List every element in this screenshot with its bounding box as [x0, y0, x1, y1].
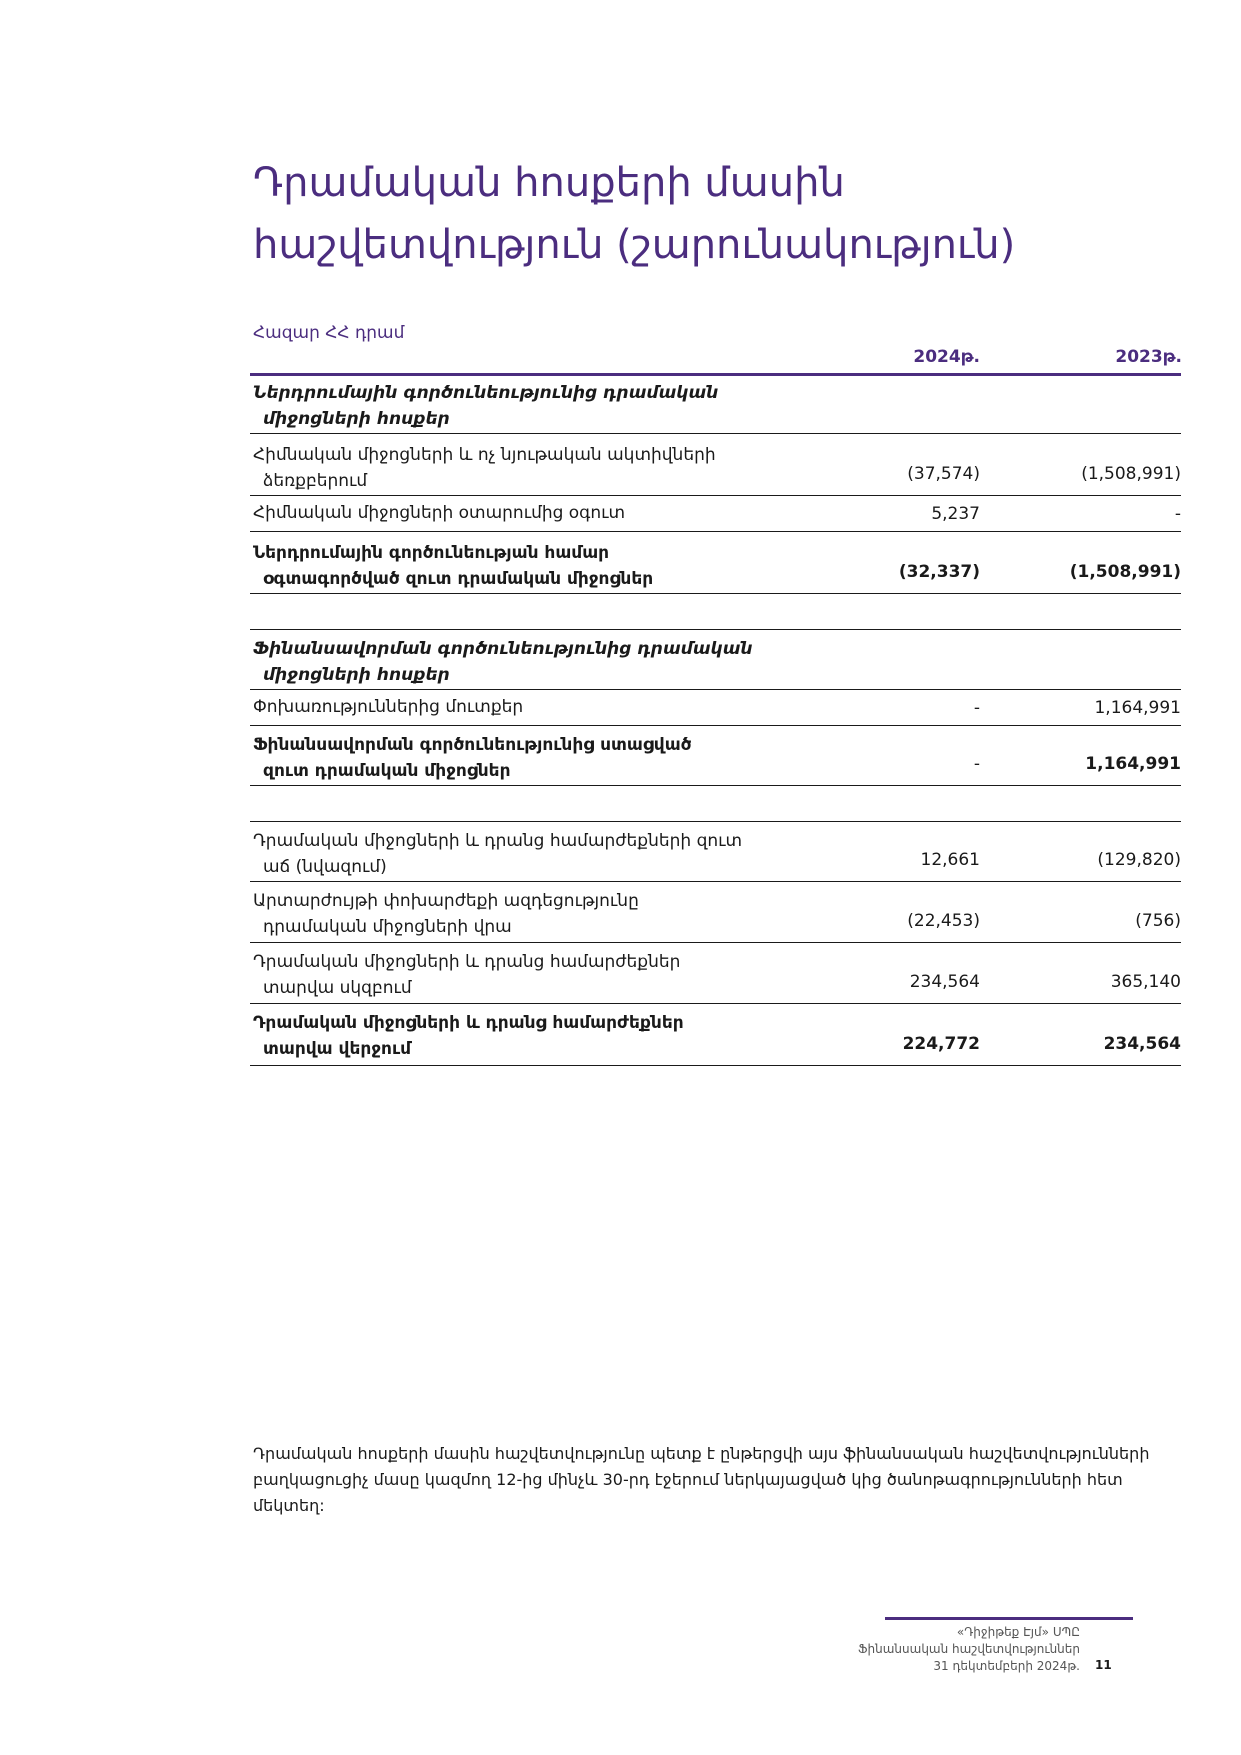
row-label: [253, 1010, 813, 1062]
table-row: [250, 690, 1181, 726]
page-title: [253, 152, 1153, 276]
row-label-line2: տարվա սկզբում: [263, 978, 412, 998]
table-row-investing-total: [250, 532, 1181, 594]
row-label-line2: զուտ դրամական միջոցներ: [263, 761, 511, 781]
row-label: [253, 442, 813, 494]
row-label: [253, 732, 813, 784]
row-label-line2: օգտագործված զուտ դրամական միջոցներ: [263, 569, 654, 589]
row-label-line1: Ներդրումային գործունեությունից դրամական: [253, 383, 719, 403]
value-2024: 224,772: [902, 1034, 980, 1054]
value-2024: -: [973, 698, 980, 718]
footer-block: [820, 1624, 1080, 1675]
page-number: 11: [1095, 1658, 1112, 1672]
row-label-line1: Ֆինանսավորման գործունեությունից դրամական: [253, 639, 753, 659]
table-row: [250, 943, 1181, 1004]
value-2024: 12,661: [920, 850, 980, 870]
row-label-line2: ձեռքբերում: [263, 471, 368, 491]
row-label: Հիմնական միջոցների օտարումից օգուտ: [253, 503, 626, 523]
value-2023: 1,164,991: [1094, 698, 1181, 718]
footer-doc: Ֆինանսական հաշվետվություններ: [858, 1642, 1080, 1656]
page-title-line2: հաշվետվություն (շարունակություն): [253, 222, 1016, 268]
footer-rule: [885, 1617, 1133, 1620]
footer-date: 31 դեկտեմբերի 2024թ.: [933, 1659, 1080, 1673]
row-label-line2: միջոցների հոսքեր: [263, 409, 450, 429]
column-header-2023: 2023թ.: [1115, 347, 1182, 367]
value-2024: (22,453): [907, 911, 980, 931]
table-row: [250, 496, 1181, 532]
value-2024: 5,237: [931, 504, 980, 524]
row-label: [253, 380, 813, 432]
table-row-financing-total: [250, 726, 1181, 786]
value-2023: 234,564: [1103, 1034, 1181, 1054]
row-label-line1: Ֆինանսավորման գործունեությունից ստացված: [253, 735, 692, 755]
row-label-line2: միջոցների հոսքեր: [263, 665, 450, 685]
value-2023: (756): [1135, 911, 1181, 931]
value-2023: (1,508,991): [1081, 464, 1181, 484]
value-2023: (1,508,991): [1069, 562, 1181, 582]
value-2024: 234,564: [909, 972, 980, 992]
units-label: Հազար ՀՀ դրամ: [253, 323, 405, 343]
row-label-line2: տարվա վերջում: [263, 1039, 412, 1059]
row-label: [253, 636, 813, 688]
value-2024: -: [973, 754, 980, 774]
value-2023: 365,140: [1110, 972, 1181, 992]
table-row: [250, 434, 1181, 496]
value-2023: (129,820): [1097, 850, 1181, 870]
row-label: [253, 828, 813, 880]
table-row: [250, 822, 1181, 882]
row-label: [253, 949, 813, 1001]
row-label-line2: դրամական միջոցների վրա: [263, 917, 512, 937]
row-label: [253, 540, 813, 592]
value-2023: 1,164,991: [1085, 754, 1181, 774]
footer-company: «Դիջիթեք Էյմ» ՍՊԸ: [956, 1625, 1080, 1639]
page-title-line1: Դրամական հոսքերի մասին: [253, 160, 845, 206]
table-row-closing-total: [250, 1004, 1181, 1066]
row-label-line1: Դրամական միջոցների և դրանց համարժեքներ: [253, 1013, 684, 1033]
table-row: [250, 882, 1181, 943]
value-2024: (37,574): [907, 464, 980, 484]
header-rule: [250, 373, 1181, 376]
value-2023: -: [1174, 504, 1181, 524]
table-row-financing-header: [250, 630, 1181, 690]
column-header-2024: 2024թ.: [913, 347, 980, 367]
row-label-line1: Արտարժույթի փոխարժեքի ազդեցությունը: [253, 891, 639, 911]
table-row-investing-header: [250, 380, 1181, 434]
footnote: Դրամական հոսքերի մասին հաշվետվությունը պետք է ընթերցվի այս ֆինանսական հաշվետվությունների բաղկացուցիչ մասը կազմող 12-ից մինչև 30-րդ էջերում ներկայացված կից ծանոթագրությունների հետ մեկտեղ:: [253, 1444, 1150, 1515]
row-label-line1: Ներդրումային գործունեության համար: [253, 543, 610, 563]
row-label-line1: Դրամական միջոցների և դրանց համարժեքների զուտ: [253, 831, 743, 851]
row-label-line1: Հիմնական միջոցների և ոչ նյութական ակտիվների: [253, 445, 716, 465]
row-label: [253, 888, 813, 940]
row-label-line1: Դրամական միջոցների և դրանց համարժեքներ: [253, 952, 681, 972]
row-label-line2: աճ (նվազում): [263, 857, 387, 877]
value-2024: (32,337): [898, 562, 980, 582]
row-label: Փոխառություններից մուտքեր: [253, 697, 524, 717]
